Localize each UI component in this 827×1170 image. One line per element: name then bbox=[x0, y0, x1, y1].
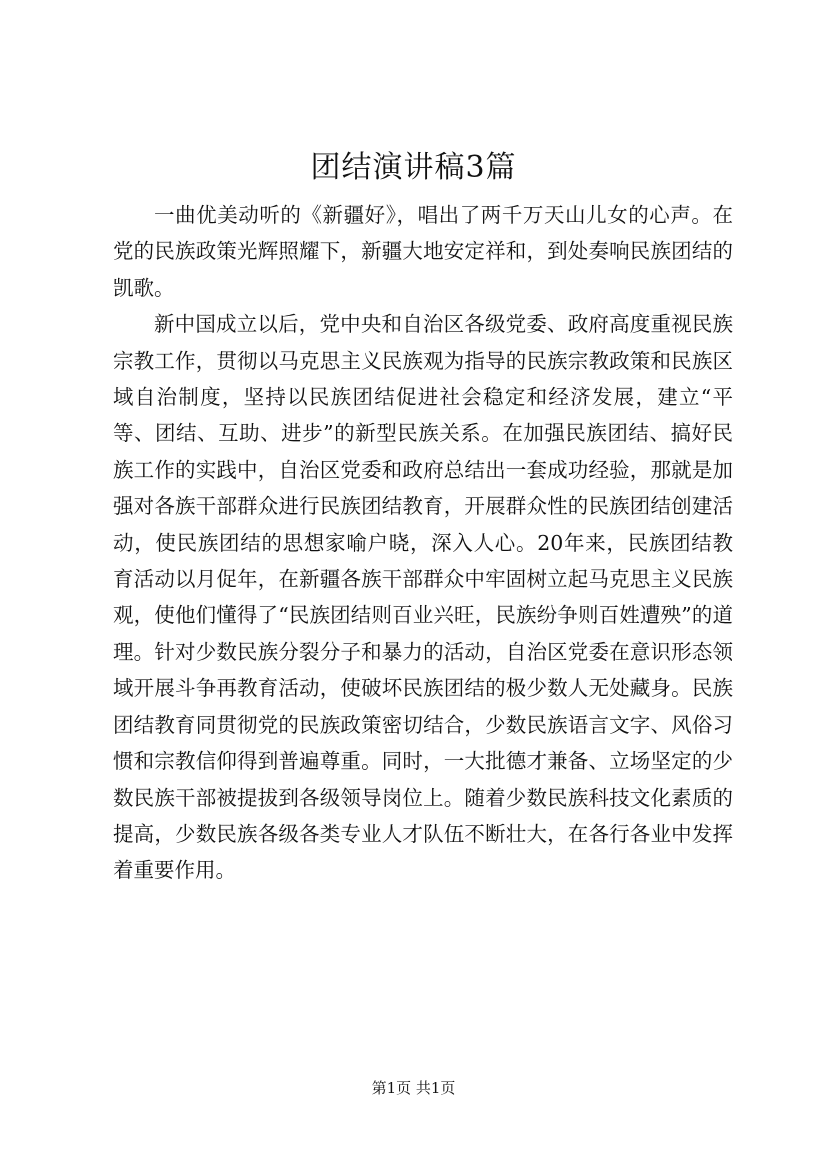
paragraph-1: 一曲优美动听的《新疆好》，唱出了两千万天山儿女的心声。在党的民族政策光辉照耀下，新疆大地安定祥和，到处奏响民族团结的凯歌。 bbox=[113, 203, 733, 300]
paragraph-2: 新中国成立以后，党中央和自治区各级党委、政府高度重视民族宗教工作，贯彻以马克思主义民族观为指导的民族宗教政策和民族区域自治制度，坚持以民族团结促进社会稳定和经济发展，建立“平等、团结、互助、进步”的新型民族关系。在加强民族团结、搞好民族工作的实践中，自治区党委和政府总结出一套成功经验，那就是加强对各族干部群众进行民族团结教育，开展群众性的民族团结创建活动，使民族团结的思想家喻户晓，深入人心。20年来，民族团结教育活动以月促年，在新疆各族干部群众中牢固树立起马克思主义民族观，使他们懂得了“民族团结则百业兴旺，民族纷争则百姓遭殃”的道理。针对少数民族分裂分子和暴力的活动，自治区党委在意识形态领域开展斗争再教育活动，使破坏民族团结的极少数人无处藏身。民族团结教育同贯彻党的民族政策密切结合，少数民族语言文字、风俗习惯和宗教信仰得到普遍尊重。同时，一大批德才兼备、立场坚定的少数民族干部被提拔到各级领导岗位上。随着少数民族科技文化素质的提高，少数民族各级各类专业人才队伍不断壮大，在各行各业中发挥着重要作用。 bbox=[113, 312, 733, 883]
document-title: 团结演讲稿3篇 bbox=[310, 150, 517, 185]
document-body bbox=[113, 197, 733, 889]
page-number-footer: 第1页 共1页 bbox=[371, 1079, 456, 1097]
